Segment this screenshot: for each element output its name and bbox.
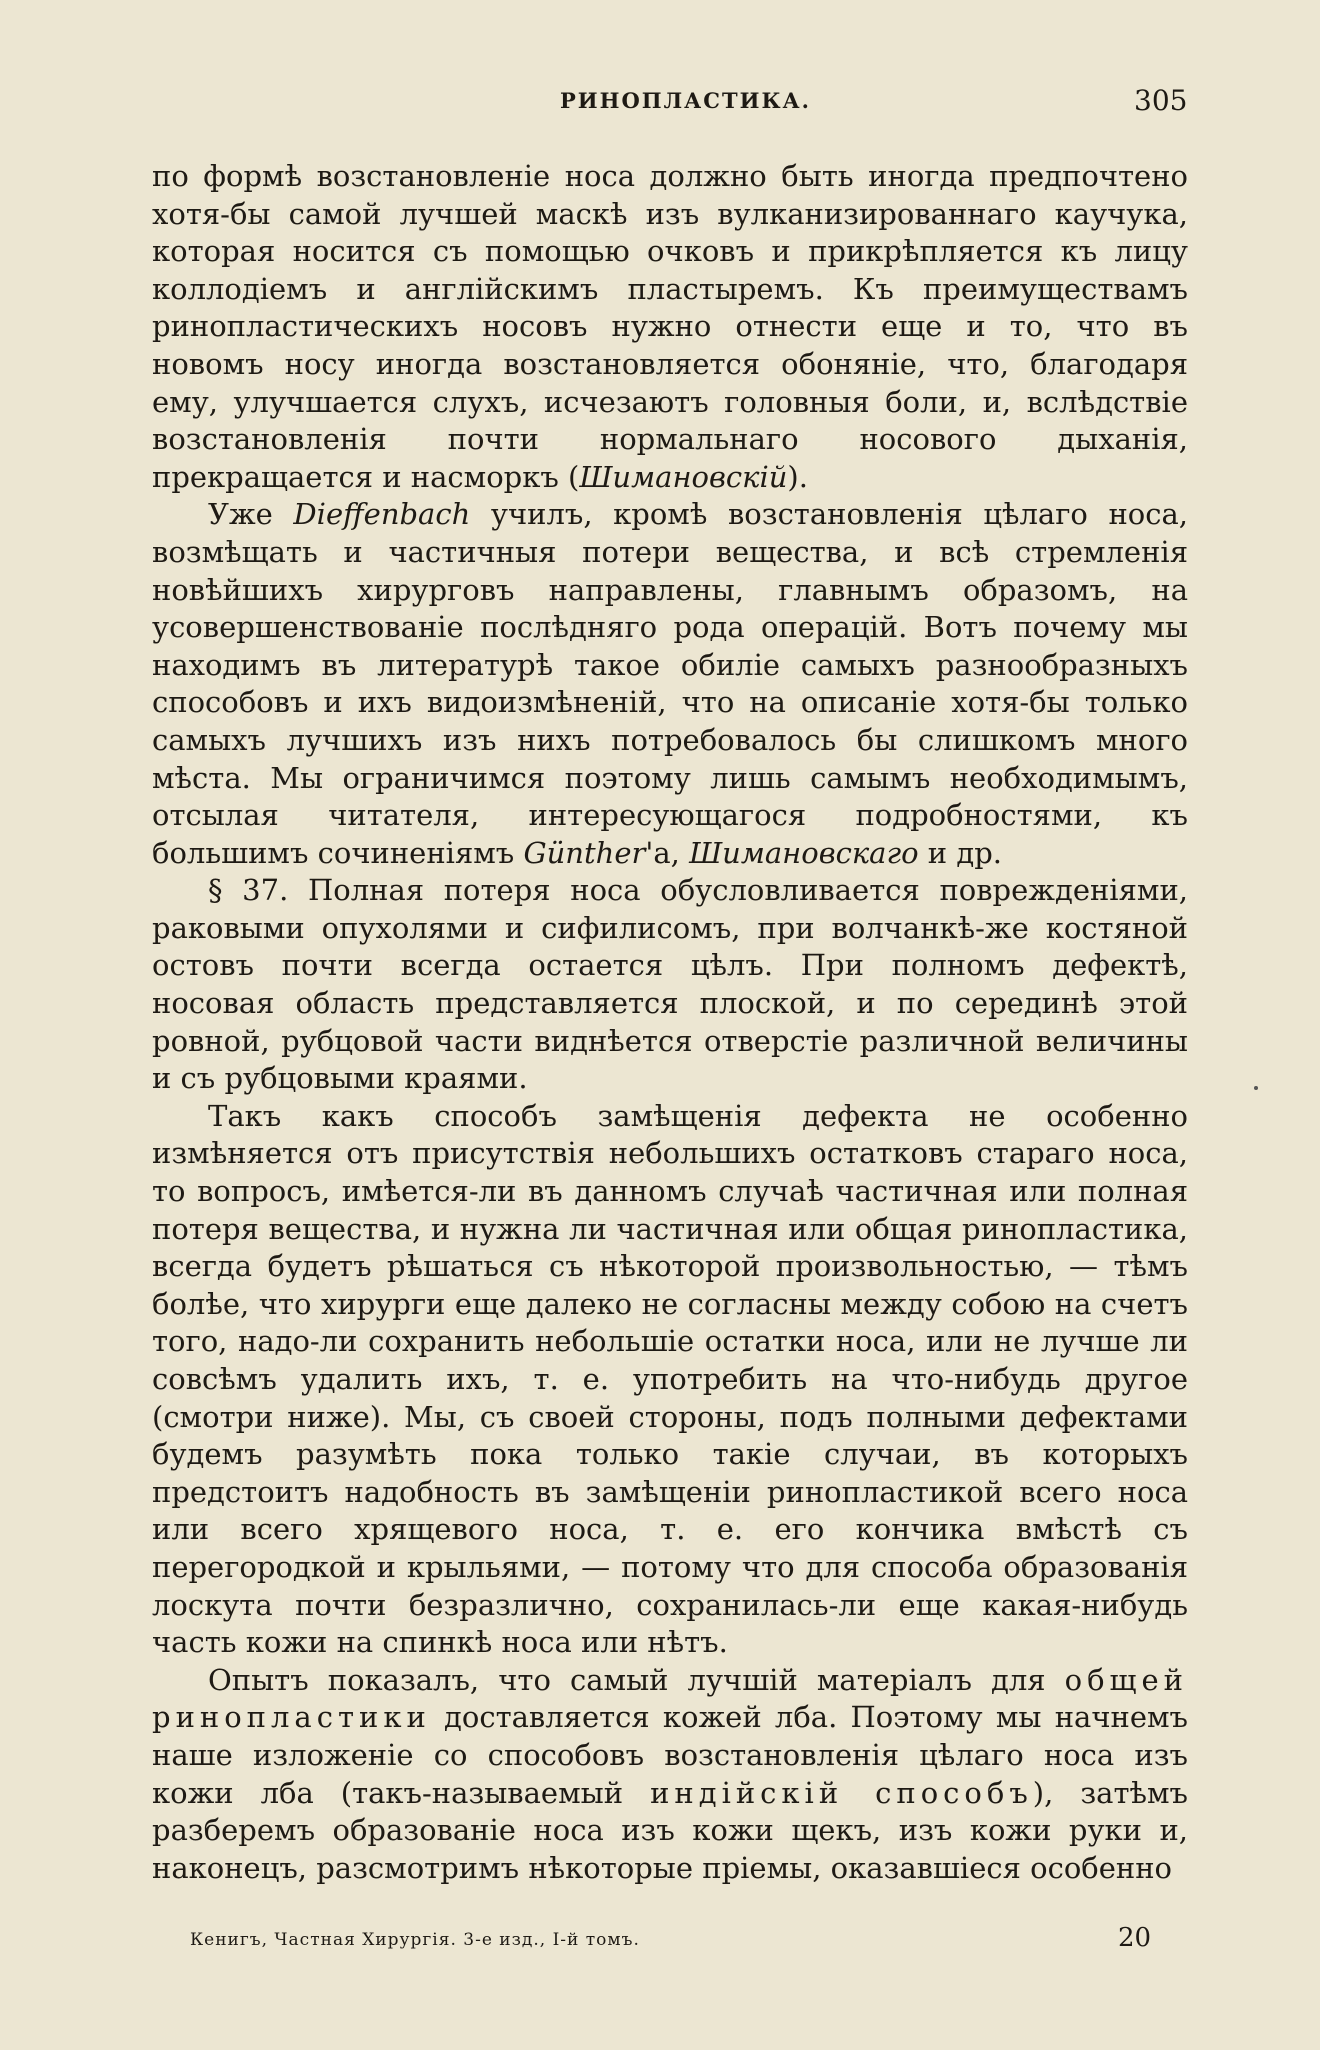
running-header-title: РИНОПЛАСТИКА. (560, 88, 811, 113)
paragraph-2 (152, 496, 1188, 872)
text-run: по формѣ возстановленіе носа должно быть иногда предпочтено хотя-бы самой лучшей маскѣ изъ вулканизированнаго каучука, которая носится съ помощью очковъ и прикрѣпляется къ лицу коллодіемъ и англійскимъ пластыремъ. Къ преимуществамъ ринопластическихъ носовъ нужно отнести еще и то, что въ новомъ носу иногда возстановляется обоняніе, что, благодаря ему, улучшается слухъ, исчезаютъ головныя боли, и, вслѣдствіе возстановленія почти нормальнаго носового дыханія, прекращается и насморкъ ( (152, 159, 1188, 494)
author-name-italic: Шимановскаго (689, 835, 919, 870)
text-run: Уже (208, 497, 294, 532)
text-run: § 37. Полная потеря носа обусловливается поврежденіями, раковыми опухолями и сифилисомъ, при волчанкѣ-же костяной остовъ почти всегда остается цѣлъ. При полномъ дефектѣ, носовая область представляется плоской, и по серединѣ этой ровной, рубцовой части виднѣется отверстіе различной величины и съ рубцовыми краями. (152, 873, 1188, 1096)
spaced-emphasis: общей ринопластики (152, 1662, 1188, 1735)
text-run: Опытъ показалъ, что самый лучшій матеріалъ для (208, 1662, 1065, 1697)
body-text (152, 158, 1188, 1887)
paragraph-1 (152, 158, 1188, 496)
author-name-italic: Шимановскій (579, 459, 788, 494)
text-run: училъ, кромѣ возстановленія цѣлаго носа, возмѣщать и частичныя потери вещества, и всѣ стремленія новѣйшихъ хирурговъ направлены, главнымъ образомъ, на усовершенствованіе послѣдняго рода операцій. Вотъ почему мы находимъ въ литературѣ такое обиліе самыхъ разнообразныхъ способовъ и ихъ видоизмѣненій, что на описаніе хотя-бы только самыхъ лучшихъ изъ нихъ потребовалось бы слишкомъ много мѣста. Мы ограничимся поэтому лишь самымъ необходимымъ, отсылая читателя, интересующагося подробностями, къ большимъ сочиненіямъ (152, 497, 1189, 870)
text-run: ). (787, 459, 808, 494)
page-number: 305 (1134, 84, 1188, 117)
author-name-italic: Dieffenbach (293, 497, 471, 532)
author-name-italic: Günther (523, 835, 646, 870)
sheet-number: 20 (1118, 1923, 1152, 1953)
text-run: и др. (918, 835, 1002, 870)
margin-speck (1254, 1086, 1258, 1090)
paragraph-4 (152, 1098, 1188, 1662)
text-run: 'а, (645, 835, 690, 870)
footer-signature: Кенигъ, Частная Хирургія. 3-е изд., І-й томъ. (190, 1930, 640, 1950)
paragraph-5 (152, 1662, 1188, 1888)
text-run: ), затѣмъ разберемъ образованіе носа изъ кожи щекъ, изъ кожи руки и, наконецъ, разсмотримъ нѣкоторые пріемы, оказавшіеся особенно (152, 1775, 1188, 1885)
text-run: Такъ какъ способъ замѣщенія дефекта не особенно измѣняется отъ присутствія небольшихъ остатковъ стараго носа, то вопросъ, имѣется-ли въ данномъ случаѣ частичная или полная потеря вещества, и нужна ли частичная или общая ринопластика, всегда будетъ рѣшаться съ нѣкоторой произвольностью, — тѣмъ болѣе, что хирурги еще далеко не согласны между собою на счетъ того, надо-ли сохранить небольшіе остатки носа, или не лучше ли совсѣмъ удалить ихъ, т. е. употребить на что-нибудь другое (смотри ниже). Мы, съ своей стороны, подъ полными дефектами будемъ разумѣть пока только такіе случаи, въ которыхъ предстоитъ надобность въ замѣщеніи ринопластикой всего носа или всего хрящевого носа, т. е. его кончика вмѣстѣ съ перегородкой и крыльями, — потому что для способа образованія лоскута почти безразлично, сохранилась-ли еще какая-нибудь часть кожи на спинкѣ носа или нѣтъ. (152, 1098, 1188, 1660)
text-run: доставляется кожей лба. Поэтому мы начнемъ наше изложеніе со способовъ возстановленія цѣлаго носа изъ кожи лба (такъ-называемый (152, 1700, 1188, 1810)
paragraph-3-section-37 (152, 872, 1188, 1098)
spaced-emphasis: индійскій способъ (650, 1775, 1033, 1810)
